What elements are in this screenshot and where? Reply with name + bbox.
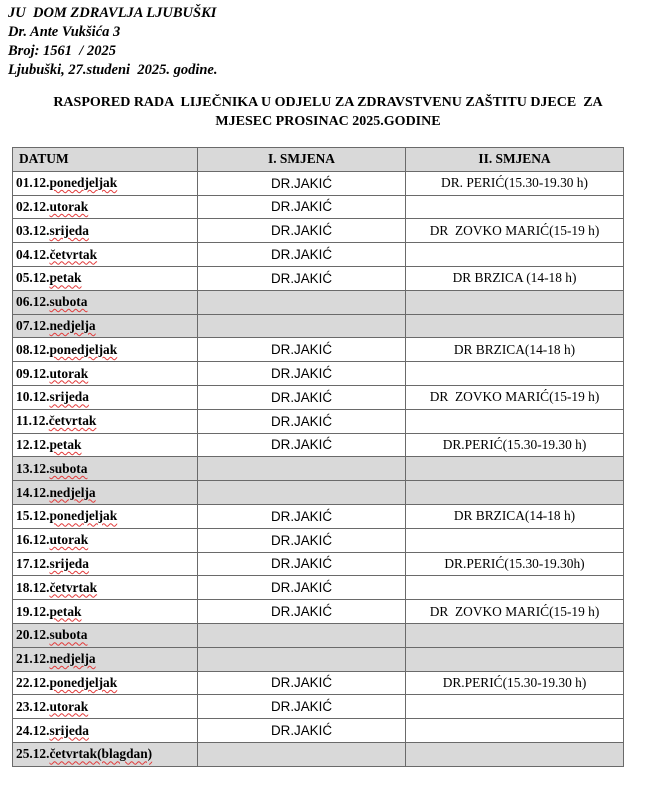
date-value: 25.12.	[16, 746, 50, 762]
date-cell	[13, 219, 198, 243]
shift-2-cell	[406, 576, 624, 600]
date-value: 12.12.	[16, 436, 50, 452]
day-name: petak	[49, 270, 82, 286]
schedule-body	[13, 171, 624, 766]
date-cell	[13, 576, 198, 600]
document-number: Broj: 1561 / 2025	[8, 43, 116, 59]
shift-1-cell: DR.JAKIĆ	[198, 671, 406, 695]
date-cell	[13, 266, 198, 290]
table-row	[13, 409, 624, 433]
date-value: 22.12.	[16, 674, 50, 690]
day-name: ponedjeljak	[49, 175, 118, 191]
table-row	[13, 742, 624, 766]
date-cell	[13, 623, 198, 647]
shift-2-cell	[406, 195, 624, 219]
day-name: subota	[49, 627, 88, 643]
day-name: subota	[49, 460, 88, 476]
day-name: utorak	[49, 532, 89, 548]
shift-1-cell: DR.JAKIĆ	[198, 719, 406, 743]
table-row	[13, 719, 624, 743]
shift-1-cell	[198, 290, 406, 314]
shift-1-cell: DR.JAKIĆ	[198, 195, 406, 219]
date-cell	[13, 243, 198, 267]
document-date: Ljubuški, 27.studeni 2025. godine.	[8, 62, 218, 78]
date-cell	[13, 600, 198, 624]
shift-1-cell	[198, 481, 406, 505]
date-cell	[13, 742, 198, 766]
table-row	[13, 647, 624, 671]
date-value: 03.12.	[16, 222, 50, 238]
table-row	[13, 171, 624, 195]
day-name: petak	[49, 603, 82, 619]
shift-2-cell	[406, 290, 624, 314]
day-name: utorak	[49, 198, 89, 214]
date-cell	[13, 362, 198, 386]
date-value: 11.12.	[16, 413, 49, 429]
day-name: nedjelja	[49, 484, 96, 500]
date-cell	[13, 695, 198, 719]
date-cell	[13, 409, 198, 433]
shift-1-cell	[198, 457, 406, 481]
title-line-2: MJESEC PROSINAC 2025.GODINE	[215, 114, 441, 129]
date-value: 15.12.	[16, 508, 50, 524]
table-row	[13, 576, 624, 600]
table-row	[13, 623, 624, 647]
date-value: 24.12.	[16, 722, 50, 738]
date-value: 17.12.	[16, 555, 50, 571]
shift-2-cell: DR.PERIĆ(15.30-19.30 h)	[406, 433, 624, 457]
day-name: subota	[49, 294, 88, 310]
day-name: utorak	[49, 365, 89, 381]
shift-1-cell: DR.JAKIĆ	[198, 219, 406, 243]
document-header	[8, 4, 217, 80]
date-cell	[13, 195, 198, 219]
date-value: 18.12.	[16, 579, 50, 595]
date-value: 16.12.	[16, 532, 50, 548]
date-value: 20.12.	[16, 627, 50, 643]
date-cell	[13, 552, 198, 576]
date-value: 23.12.	[16, 698, 50, 714]
shift-1-cell: DR.JAKIĆ	[198, 600, 406, 624]
date-value: 01.12.	[16, 175, 50, 191]
date-cell	[13, 528, 198, 552]
day-name: nedjelja	[49, 317, 96, 333]
shift-2-cell	[406, 314, 624, 338]
day-name: četvrtak	[49, 579, 98, 595]
shift-1-cell	[198, 314, 406, 338]
table-row	[13, 290, 624, 314]
date-value: 13.12.	[16, 460, 50, 476]
day-name: srijeda	[49, 555, 89, 571]
date-cell	[13, 338, 198, 362]
date-cell	[13, 385, 198, 409]
table-row	[13, 266, 624, 290]
table-row	[13, 504, 624, 528]
date-cell	[13, 647, 198, 671]
shift-1-cell: DR.JAKIĆ	[198, 504, 406, 528]
date-cell	[13, 314, 198, 338]
shift-1-cell: DR.JAKIĆ	[198, 552, 406, 576]
shift-1-cell: DR.JAKIĆ	[198, 362, 406, 386]
table-header-row	[13, 148, 624, 172]
table-row	[13, 362, 624, 386]
date-value: 10.12.	[16, 389, 50, 405]
shift-1-cell: DR.JAKIĆ	[198, 338, 406, 362]
shift-2-cell: DR ZOVKO MARIĆ(15-19 h)	[406, 385, 624, 409]
table-row	[13, 314, 624, 338]
day-name: četvrtak(blagdan)	[49, 746, 153, 762]
table-row	[13, 695, 624, 719]
shift-2-cell: DR.PERIĆ(15.30-19.30 h)	[406, 671, 624, 695]
shift-2-cell: DR BRZICA(14-18 h)	[406, 338, 624, 362]
table-row	[13, 481, 624, 505]
day-name: srijeda	[49, 389, 89, 405]
table-row	[13, 528, 624, 552]
shift-2-cell	[406, 647, 624, 671]
shift-1-cell: DR.JAKIĆ	[198, 409, 406, 433]
table-row	[13, 219, 624, 243]
shift-2-cell	[406, 481, 624, 505]
day-name: srijeda	[49, 722, 89, 738]
shift-2-cell: DR ZOVKO MARIĆ(15-19 h)	[406, 600, 624, 624]
day-name: ponedjeljak	[49, 341, 118, 357]
day-name: nedjelja	[49, 651, 96, 667]
shift-2-cell	[406, 243, 624, 267]
table-row	[13, 338, 624, 362]
shift-2-cell	[406, 695, 624, 719]
title-line-1: RASPORED RADA LIJEČNIKA U ODJELU ZA ZDRAVSTVENU ZAŠTITU DJECE ZA	[53, 95, 603, 110]
shift-1-cell: DR.JAKIĆ	[198, 695, 406, 719]
shift-2-cell	[406, 742, 624, 766]
date-value: 05.12.	[16, 270, 50, 286]
date-cell	[13, 171, 198, 195]
shift-1-cell	[198, 623, 406, 647]
date-cell	[13, 457, 198, 481]
shift-2-cell	[406, 457, 624, 481]
date-cell	[13, 671, 198, 695]
table-row	[13, 243, 624, 267]
date-value: 07.12.	[16, 317, 50, 333]
date-cell	[13, 481, 198, 505]
day-name: ponedjeljak	[49, 508, 118, 524]
shift-1-cell: DR.JAKIĆ	[198, 528, 406, 552]
day-name: petak	[49, 436, 82, 452]
date-value: 09.12.	[16, 365, 50, 381]
shift-1-cell: DR.JAKIĆ	[198, 243, 406, 267]
date-value: 21.12.	[16, 651, 50, 667]
schedule-table	[12, 147, 624, 767]
document-title	[10, 93, 646, 131]
shift-2-cell	[406, 362, 624, 386]
shift-2-cell	[406, 623, 624, 647]
date-value: 14.12.	[16, 484, 50, 500]
date-value: 06.12.	[16, 294, 50, 310]
shift-2-cell: DR ZOVKO MARIĆ(15-19 h)	[406, 219, 624, 243]
table-row	[13, 552, 624, 576]
date-cell	[13, 290, 198, 314]
shift-2-cell	[406, 719, 624, 743]
shift-1-cell: DR.JAKIĆ	[198, 171, 406, 195]
shift-2-cell: DR BRZICA (14-18 h)	[406, 266, 624, 290]
date-value: 08.12.	[16, 341, 50, 357]
shift-2-cell: DR BRZICA(14-18 h)	[406, 504, 624, 528]
shift-1-cell: DR.JAKIĆ	[198, 433, 406, 457]
date-cell	[13, 719, 198, 743]
shift-1-cell	[198, 742, 406, 766]
institution-name: JU DOM ZDRAVLJA LJUBUŠKI	[8, 5, 217, 21]
shift-2-cell	[406, 409, 624, 433]
day-name: srijeda	[49, 222, 89, 238]
shift-1-cell	[198, 647, 406, 671]
table-row	[13, 457, 624, 481]
table-row	[13, 433, 624, 457]
date-value: 19.12.	[16, 603, 50, 619]
table-row	[13, 671, 624, 695]
column-header-shift-2: II. SMJENA	[406, 148, 624, 172]
table-row	[13, 195, 624, 219]
column-header-date: DATUM	[13, 148, 198, 172]
date-cell	[13, 433, 198, 457]
date-value: 02.12.	[16, 198, 50, 214]
table-row	[13, 385, 624, 409]
day-name: utorak	[49, 698, 89, 714]
day-name: četvrtak	[49, 246, 98, 262]
shift-2-cell: DR. PERIĆ(15.30-19.30 h)	[406, 171, 624, 195]
date-cell	[13, 504, 198, 528]
shift-1-cell: DR.JAKIĆ	[198, 385, 406, 409]
shift-2-cell	[406, 528, 624, 552]
date-value: 04.12.	[16, 246, 50, 262]
day-name: ponedjeljak	[49, 674, 118, 690]
shift-2-cell: DR.PERIĆ(15.30-19.30h)	[406, 552, 624, 576]
column-header-shift-1: I. SMJENA	[198, 148, 406, 172]
shift-1-cell: DR.JAKIĆ	[198, 576, 406, 600]
table-row	[13, 600, 624, 624]
day-name: četvrtak	[48, 413, 97, 429]
institution-address: Dr. Ante Vukšića 3	[8, 24, 121, 40]
shift-1-cell: DR.JAKIĆ	[198, 266, 406, 290]
